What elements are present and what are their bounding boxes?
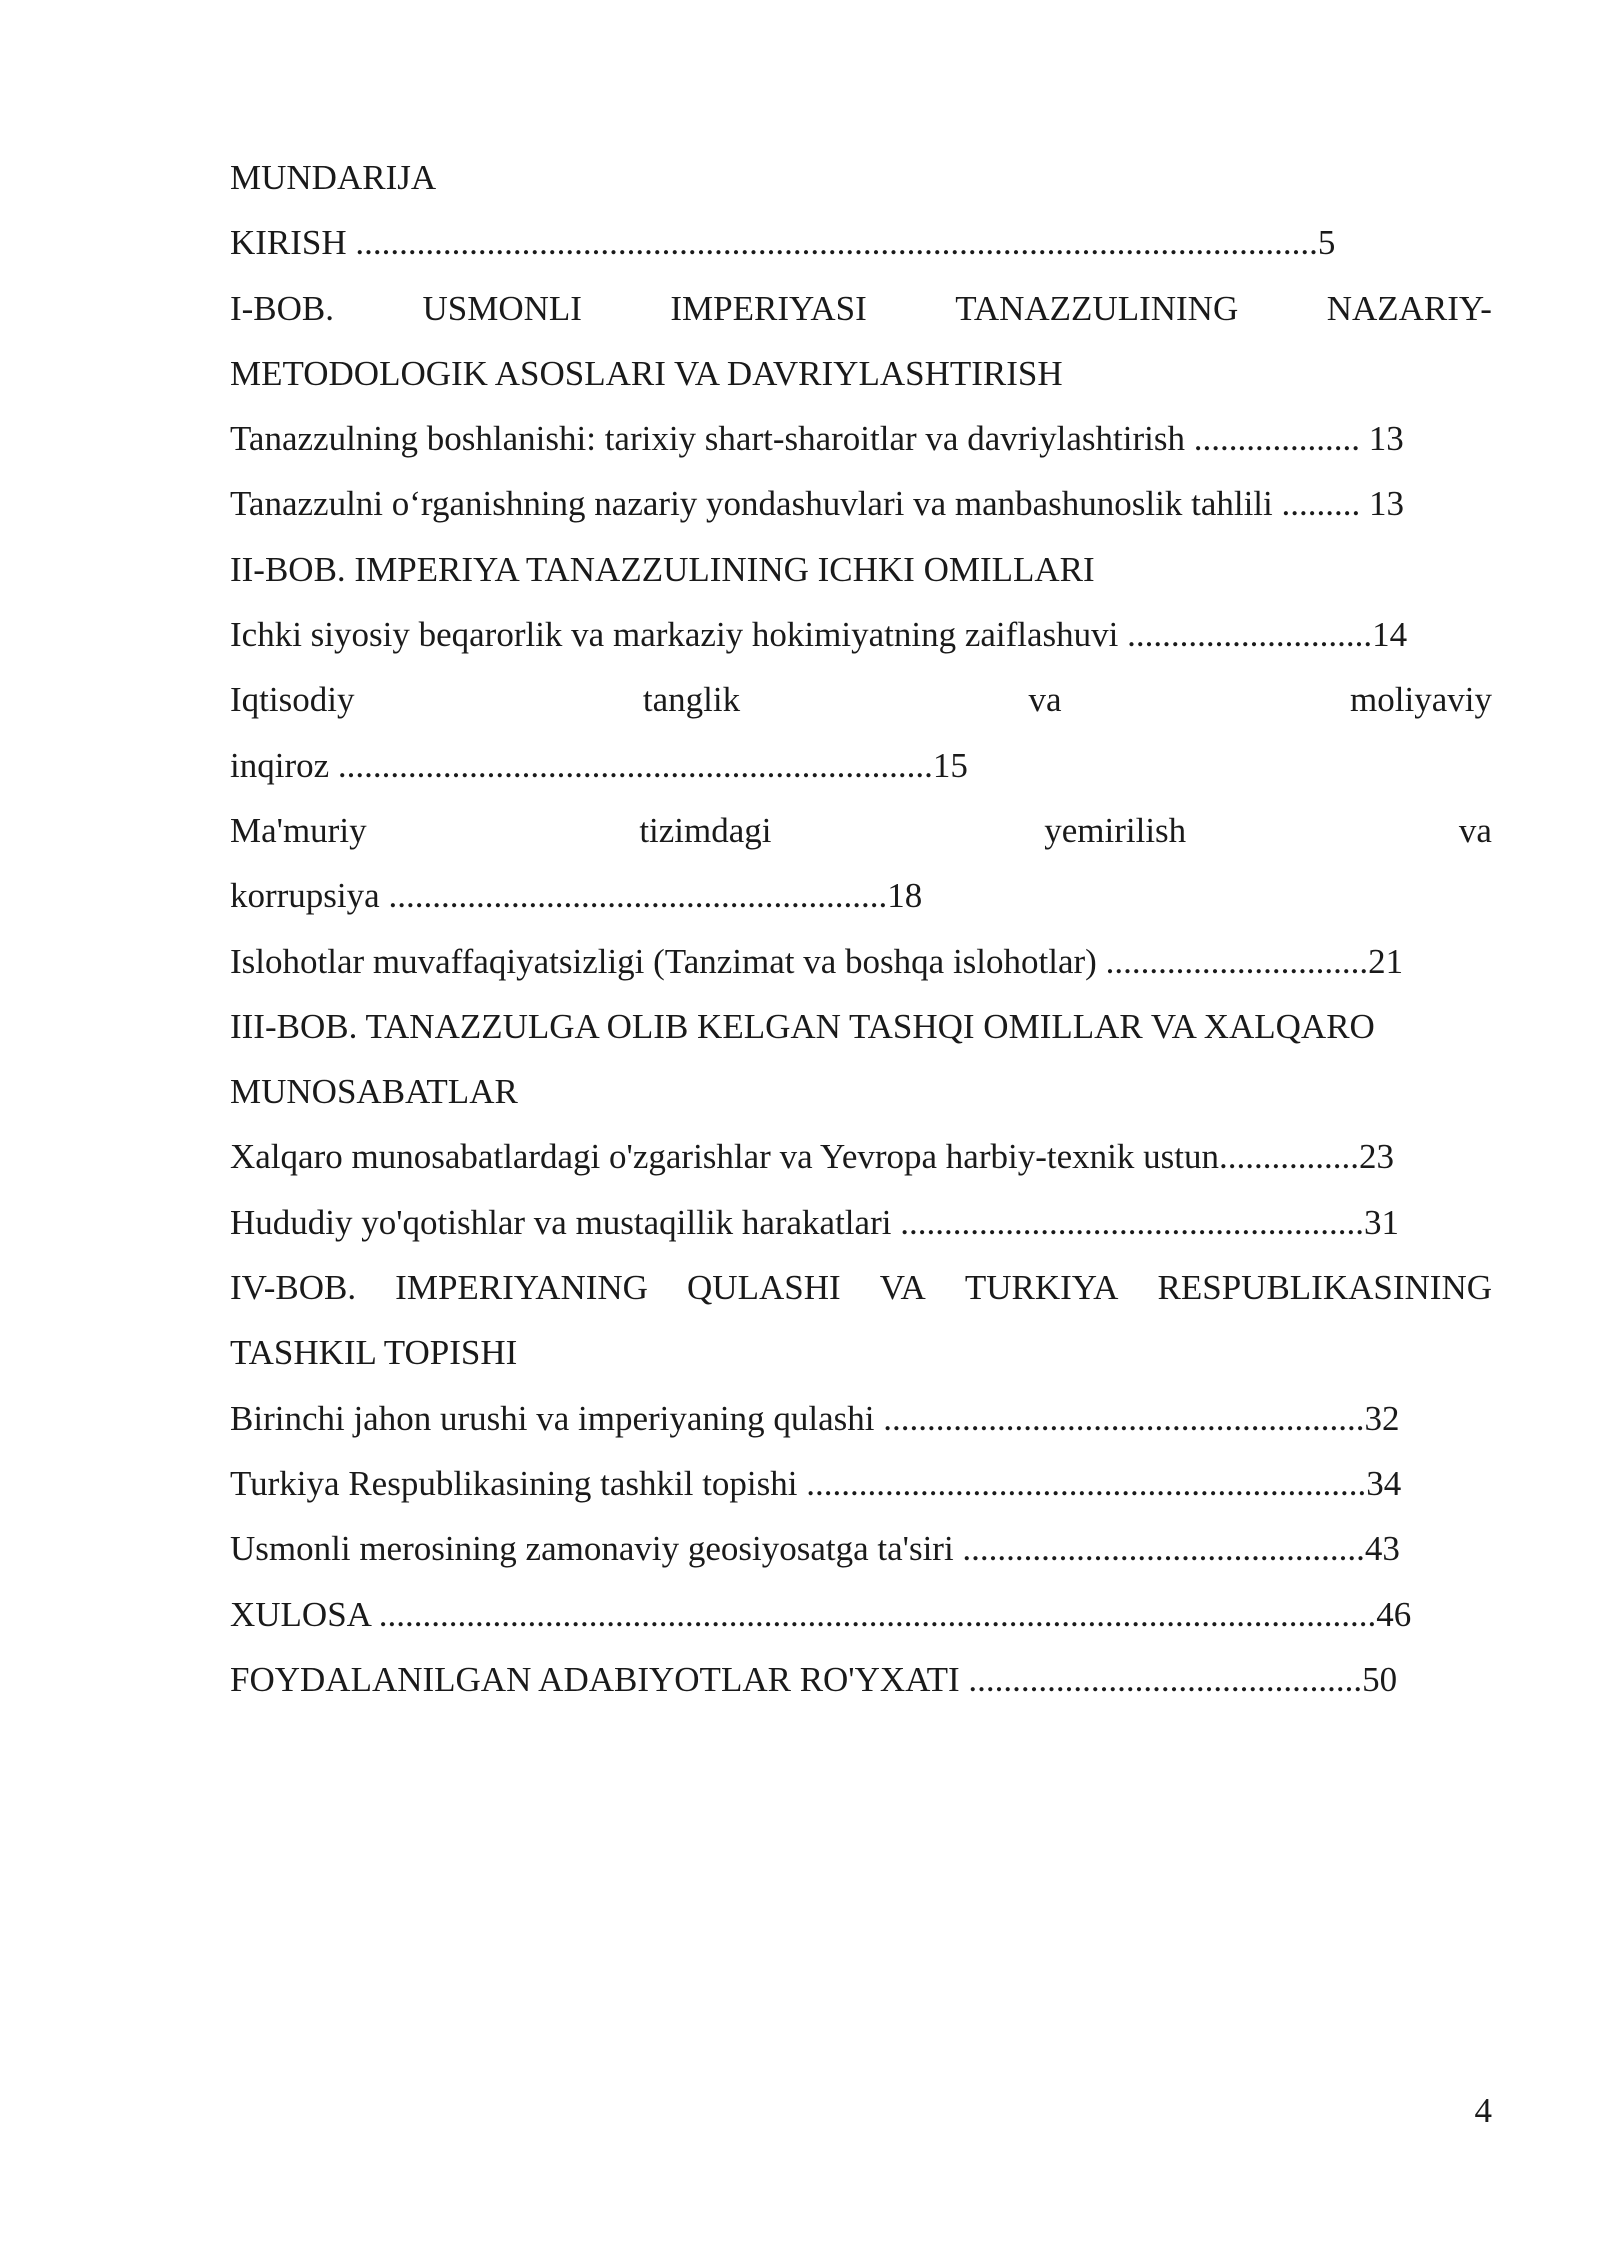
toc-entry: Turkiya Respublikasining tashkil topishi ................................................................34 xyxy=(230,1463,1402,1503)
chapter-2-heading: II-BOB. IMPERIYA TANAZZULINING ICHKI OMILLARI xyxy=(230,549,1095,589)
heading-word: IV-BOB. xyxy=(230,1268,357,1308)
heading-word: I-BOB. xyxy=(230,288,335,328)
entry-word: tanglik xyxy=(642,680,741,720)
toc-entry-xulosa: XULOSA ..................................................................................................................46 xyxy=(230,1594,1412,1634)
entry-word: va xyxy=(1028,680,1062,720)
toc-entry-line-1 xyxy=(230,798,1492,863)
toc-entry-references: FOYDALANILGAN ADABIYOTLAR RO'YXATI .............................................50 xyxy=(230,1659,1398,1699)
heading-word: TURKIYA xyxy=(964,1268,1119,1308)
chapter-4-heading-line-2: TASHKIL TOPISHI xyxy=(230,1333,518,1373)
toc-entry: Hududiy yo'qotishlar va mustaqillik harakatlari .....................................................31 xyxy=(230,1202,1399,1242)
entry-word: Iqtisodiy xyxy=(230,680,355,720)
chapter-1-heading-line-1 xyxy=(230,276,1492,341)
chapter-4-heading-line-1 xyxy=(230,1255,1492,1320)
toc-entry: Usmonli merosining zamonaviy geosiyosatga ta'siri ..............................................43 xyxy=(230,1529,1400,1569)
chapter-3-heading-line-1: III-BOB. TANAZZULGA OLIB KELGAN TASHQI OMILLAR VA XALQARO xyxy=(230,1006,1375,1046)
heading-word: NAZARIY- xyxy=(1326,288,1492,328)
chapter-1-heading-line-2: METODOLOGIK ASOSLARI VA DAVRIYLASHTIRISH xyxy=(230,353,1063,393)
heading-word: TANAZZULINING xyxy=(955,288,1239,328)
toc-entry-line-2: korrupsiya .........................................................18 xyxy=(230,876,923,916)
heading-word: IMPERIYANING xyxy=(395,1268,648,1308)
entry-word: tizimdagi xyxy=(639,810,772,850)
heading-word: USMONLI xyxy=(422,288,582,328)
table-of-contents xyxy=(230,145,1492,1712)
toc-entry: Ichki siyosiy beqarorlik va markaziy hokimiyatning zaiflashuvi ............................14 xyxy=(230,615,1408,655)
page-number: 4 xyxy=(1474,2091,1492,2130)
toc-entry: Xalqaro munosabatlardagi o'zgarishlar va Yevropa harbiy-texnik ustun................23 xyxy=(230,1137,1394,1177)
heading-word: QULASHI xyxy=(687,1268,841,1308)
heading-word: VA xyxy=(879,1268,926,1308)
entry-word: va xyxy=(1458,810,1492,850)
chapter-3-heading-line-2: MUNOSABATLAR xyxy=(230,1072,518,1112)
toc-entry: Tanazzulning boshlanishi: tarixiy shart-sharoitlar va davriylashtirish ................... 13 xyxy=(230,419,1404,459)
heading-word: RESPUBLIKASINING xyxy=(1157,1268,1492,1308)
toc-title: MUNDARIJA xyxy=(230,158,437,197)
toc-entry-kirish: KIRISH ..............................................................................................................5 xyxy=(230,223,1336,263)
heading-word: IMPERIYASI xyxy=(670,288,867,328)
toc-entry-line-1 xyxy=(230,667,1492,732)
toc-entry: Birinchi jahon urushi va imperiyaning qulashi .......................................................32 xyxy=(230,1398,1400,1438)
entry-word: Ma'muriy xyxy=(230,810,367,850)
entry-word: yemirilish xyxy=(1044,810,1187,850)
toc-entry-line-2: inqiroz ....................................................................15 xyxy=(230,745,968,785)
entry-word: moliyaviy xyxy=(1350,680,1492,720)
toc-entry: Tanazzulni o‘rganishning nazariy yondashuvlari va manbashunoslik tahlili ......... 13 xyxy=(230,484,1405,524)
toc-entry: Islohotlar muvaffaqiyatsizligi (Tanzimat va boshqa islohotlar) ..............................21 xyxy=(230,941,1404,981)
